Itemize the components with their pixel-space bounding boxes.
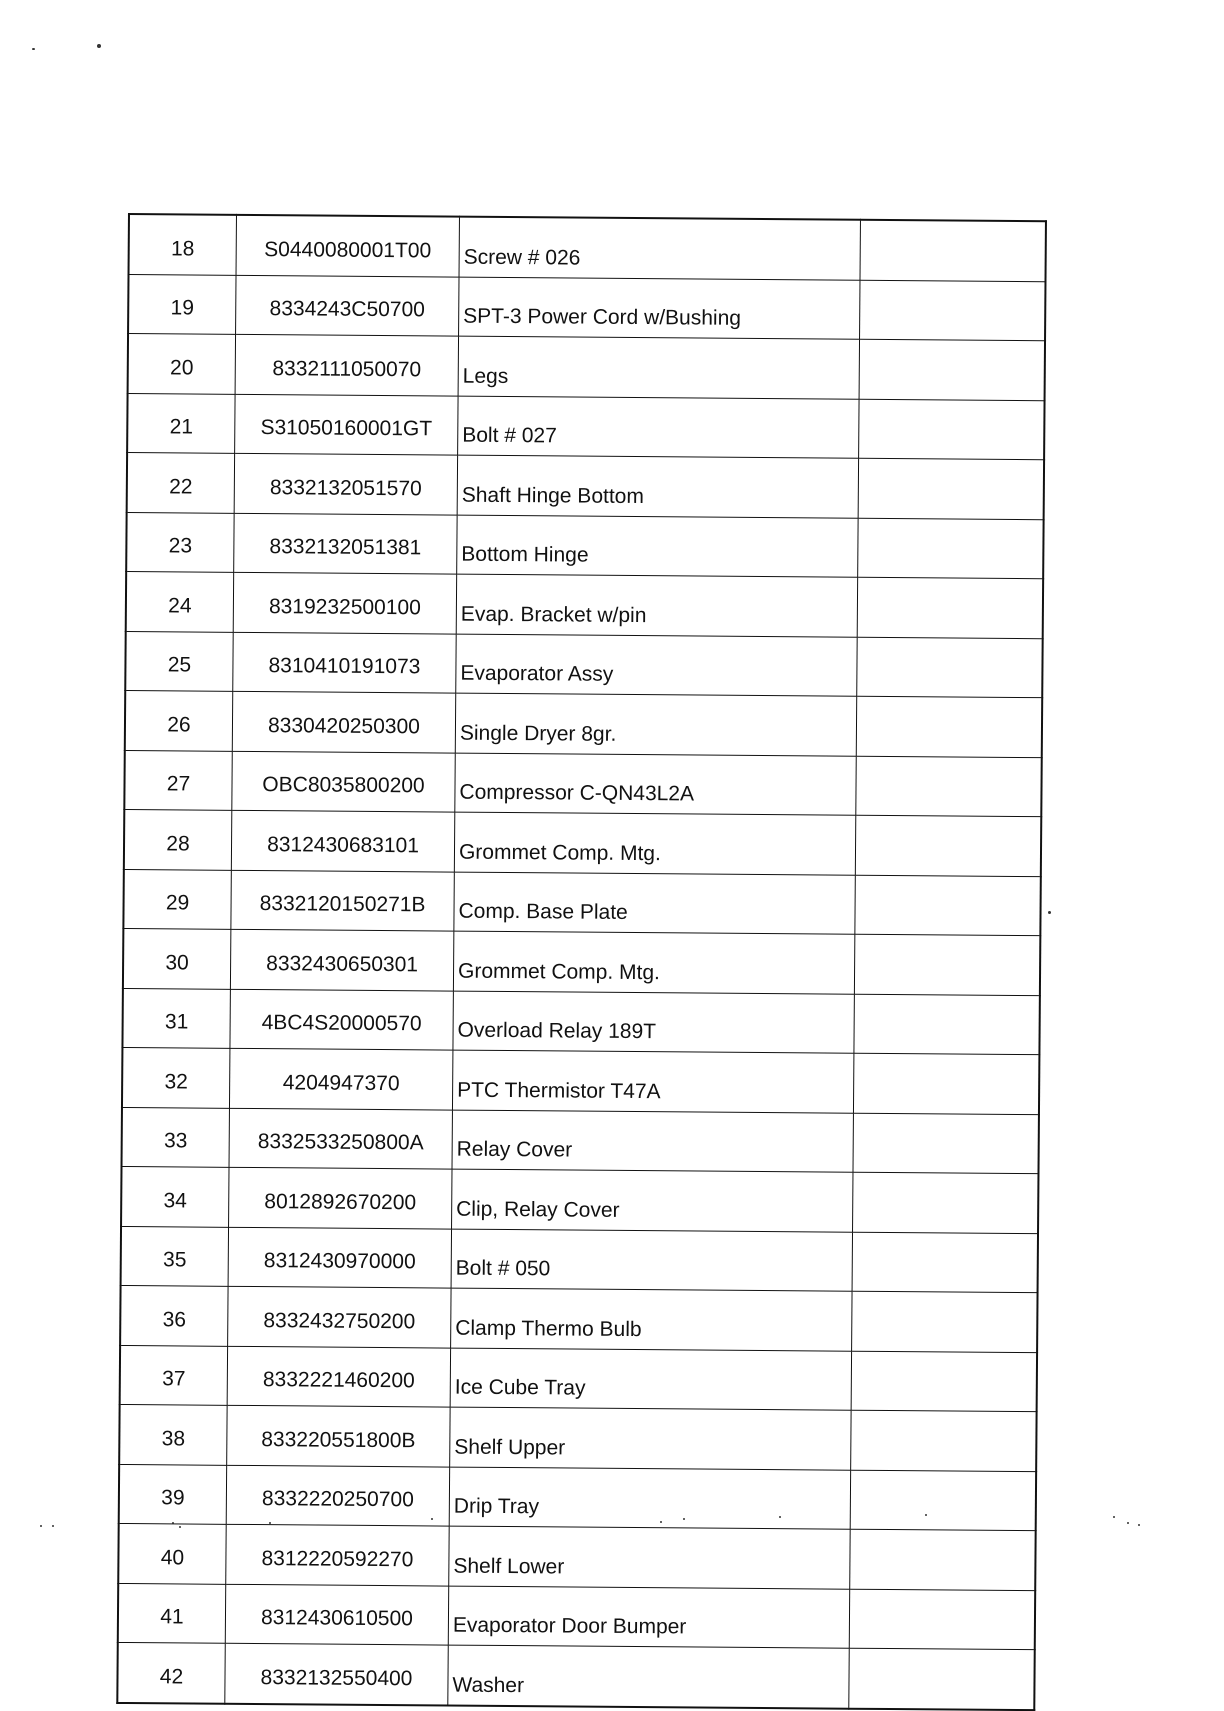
empty-cell: [853, 1053, 1039, 1114]
description-cell: Compressor C-QN43L2A: [455, 753, 856, 816]
empty-cell: [858, 518, 1044, 579]
scan-speck: [779, 1516, 781, 1518]
part-number-cell: S31050160001GT: [235, 394, 458, 455]
description-cell: PTC Thermistor T47A: [452, 1050, 853, 1113]
description-cell: Clamp Thermo Bulb: [451, 1288, 852, 1351]
empty-cell: [851, 1351, 1037, 1412]
scan-speck: [172, 1522, 174, 1524]
part-number-cell: OBC8035800200: [232, 751, 455, 812]
scan-speck: [52, 1525, 54, 1527]
description-cell: SPT-3 Power Cord w/Bushing: [459, 277, 860, 340]
item-number-cell: 37: [120, 1345, 228, 1405]
part-number-cell: 4204947370: [229, 1048, 452, 1109]
description-cell: Shelf Upper: [450, 1407, 851, 1470]
table-row: [118, 1583, 1035, 1650]
table-row: [123, 928, 1040, 995]
part-number-cell: 4BC4S20000570: [230, 989, 453, 1050]
empty-cell: [849, 1648, 1035, 1709]
empty-cell: [857, 577, 1043, 638]
table-row: [123, 869, 1040, 936]
table-row: [127, 393, 1044, 460]
part-number-cell: 8332120150271B: [231, 870, 454, 931]
part-number-cell: 8332132051570: [234, 453, 457, 514]
description-cell: Relay Cover: [452, 1110, 853, 1173]
table-row: [127, 453, 1044, 520]
table-row: [128, 274, 1045, 341]
part-number-cell: 8330420250300: [232, 691, 455, 752]
empty-cell: [860, 280, 1046, 341]
part-number-cell: 8319232500100: [233, 572, 456, 633]
empty-cell: [852, 1291, 1038, 1352]
empty-cell: [853, 1172, 1039, 1233]
table-row: [117, 1642, 1034, 1709]
part-number-cell: 8332220250700: [226, 1465, 449, 1526]
item-number-cell: 32: [122, 1047, 230, 1107]
part-number-cell: 8012892670200: [229, 1167, 452, 1228]
parts-list-sheet: [116, 213, 1038, 1711]
empty-cell: [854, 934, 1040, 995]
description-cell: Legs: [458, 336, 859, 399]
table-row: [121, 1226, 1038, 1293]
part-number-cell: 8332111050070: [235, 334, 458, 395]
table-row: [121, 1166, 1038, 1233]
item-number-cell: 24: [126, 571, 234, 631]
table-row: [120, 1345, 1037, 1412]
item-number-cell: 35: [121, 1226, 229, 1286]
table-row: [118, 1523, 1035, 1590]
part-number-cell: 8312430683101: [231, 810, 454, 871]
part-number-cell: 8332533250800A: [229, 1108, 452, 1169]
parts-table: [116, 213, 1047, 1711]
part-number-cell: 8334243C50700: [236, 275, 459, 336]
scan-speck: [32, 48, 35, 50]
table-row: [124, 750, 1041, 817]
item-number-cell: 40: [118, 1523, 226, 1583]
item-number-cell: 21: [127, 393, 235, 453]
part-number-cell: 8312220592270: [226, 1524, 449, 1585]
table-row: [129, 214, 1046, 281]
description-cell: Washer: [448, 1645, 849, 1708]
item-number-cell: 20: [128, 334, 236, 394]
item-number-cell: 28: [124, 809, 232, 869]
table-row: [124, 809, 1041, 876]
description-cell: Bolt # 050: [451, 1229, 852, 1292]
part-number-cell: 8332221460200: [227, 1346, 450, 1407]
table-row: [122, 1107, 1039, 1174]
empty-cell: [849, 1589, 1035, 1650]
description-cell: Grommet Comp. Mtg.: [453, 931, 854, 994]
table-row: [126, 512, 1043, 579]
item-number-cell: 27: [124, 750, 232, 810]
empty-cell: [856, 756, 1042, 817]
table-row: [125, 690, 1042, 757]
item-number-cell: 29: [123, 869, 231, 929]
table-row: [119, 1404, 1036, 1471]
parts-table-body: [117, 214, 1046, 1710]
item-number-cell: 22: [127, 453, 235, 513]
item-number-cell: 23: [126, 512, 234, 572]
empty-cell: [855, 875, 1041, 936]
item-number-cell: 38: [119, 1404, 227, 1464]
item-number-cell: 34: [121, 1166, 229, 1226]
table-row: [122, 988, 1039, 1055]
scan-speck: [97, 44, 101, 48]
item-number-cell: 18: [129, 214, 237, 275]
table-row: [125, 631, 1042, 698]
empty-cell: [850, 1529, 1036, 1590]
description-cell: Clip, Relay Cover: [452, 1169, 853, 1232]
description-cell: Single Dryer 8gr.: [455, 693, 856, 756]
part-number-cell: 8332430650301: [230, 929, 453, 990]
table-row: [120, 1285, 1037, 1352]
empty-cell: [859, 399, 1045, 460]
empty-cell: [850, 1470, 1036, 1531]
part-number-cell: 8312430610500: [225, 1584, 448, 1645]
empty-cell: [857, 637, 1043, 698]
part-number-cell: 8332432750200: [228, 1286, 451, 1347]
empty-cell: [855, 815, 1041, 876]
description-cell: Screw # 026: [459, 217, 860, 280]
description-cell: Grommet Comp. Mtg.: [454, 812, 855, 875]
item-number-cell: 31: [122, 988, 230, 1048]
scan-speck: [660, 1521, 662, 1523]
scan-speck: [431, 1518, 433, 1520]
description-cell: Ice Cube Tray: [450, 1348, 851, 1411]
item-number-cell: 39: [119, 1464, 227, 1524]
item-number-cell: 42: [117, 1642, 225, 1703]
table-row: [122, 1047, 1039, 1114]
table-row: [119, 1464, 1036, 1531]
scan-speck: [1138, 1524, 1140, 1526]
empty-cell: [852, 1232, 1038, 1293]
item-number-cell: 36: [120, 1285, 228, 1345]
item-number-cell: 19: [128, 274, 236, 334]
part-number-cell: 8310410191073: [233, 632, 456, 693]
part-number-cell: 833220551800B: [227, 1405, 450, 1466]
empty-cell: [854, 994, 1040, 1055]
description-cell: Comp. Base Plate: [454, 872, 855, 935]
description-cell: Evap. Bracket w/pin: [456, 574, 857, 637]
part-number-cell: 8332132550400: [225, 1643, 448, 1705]
scan-speck: [683, 1518, 685, 1520]
empty-cell: [858, 458, 1044, 519]
item-number-cell: 30: [123, 928, 231, 988]
scan-speck: [925, 1514, 927, 1516]
scan-speck: [1127, 1522, 1129, 1524]
part-number-cell: S0440080001T00: [236, 215, 459, 277]
description-cell: Shaft Hinge Bottom: [457, 455, 858, 518]
scan-speck: [269, 1522, 271, 1524]
empty-cell: [859, 339, 1045, 400]
empty-cell: [856, 696, 1042, 757]
item-number-cell: 41: [118, 1583, 226, 1643]
empty-cell: [860, 220, 1046, 281]
item-number-cell: 25: [125, 631, 233, 691]
empty-cell: [851, 1410, 1037, 1471]
table-row: [126, 571, 1043, 638]
item-number-cell: 33: [122, 1107, 230, 1167]
description-cell: Drip Tray: [449, 1467, 850, 1530]
table-row: [128, 334, 1045, 401]
scan-speck: [179, 1526, 181, 1528]
part-number-cell: 8332132051381: [234, 513, 457, 574]
scan-speck: [1048, 911, 1051, 914]
scan-speck: [1113, 1516, 1115, 1518]
scan-speck: [40, 1525, 42, 1527]
item-number-cell: 26: [125, 690, 233, 750]
description-cell: Bolt # 027: [458, 396, 859, 459]
description-cell: Shelf Lower: [449, 1526, 850, 1589]
part-number-cell: 8312430970000: [228, 1227, 451, 1288]
description-cell: Overload Relay 189T: [453, 991, 854, 1054]
description-cell: Evaporator Assy: [456, 634, 857, 697]
description-cell: Evaporator Door Bumper: [448, 1586, 849, 1649]
description-cell: Bottom Hinge: [457, 515, 858, 578]
empty-cell: [853, 1113, 1039, 1174]
